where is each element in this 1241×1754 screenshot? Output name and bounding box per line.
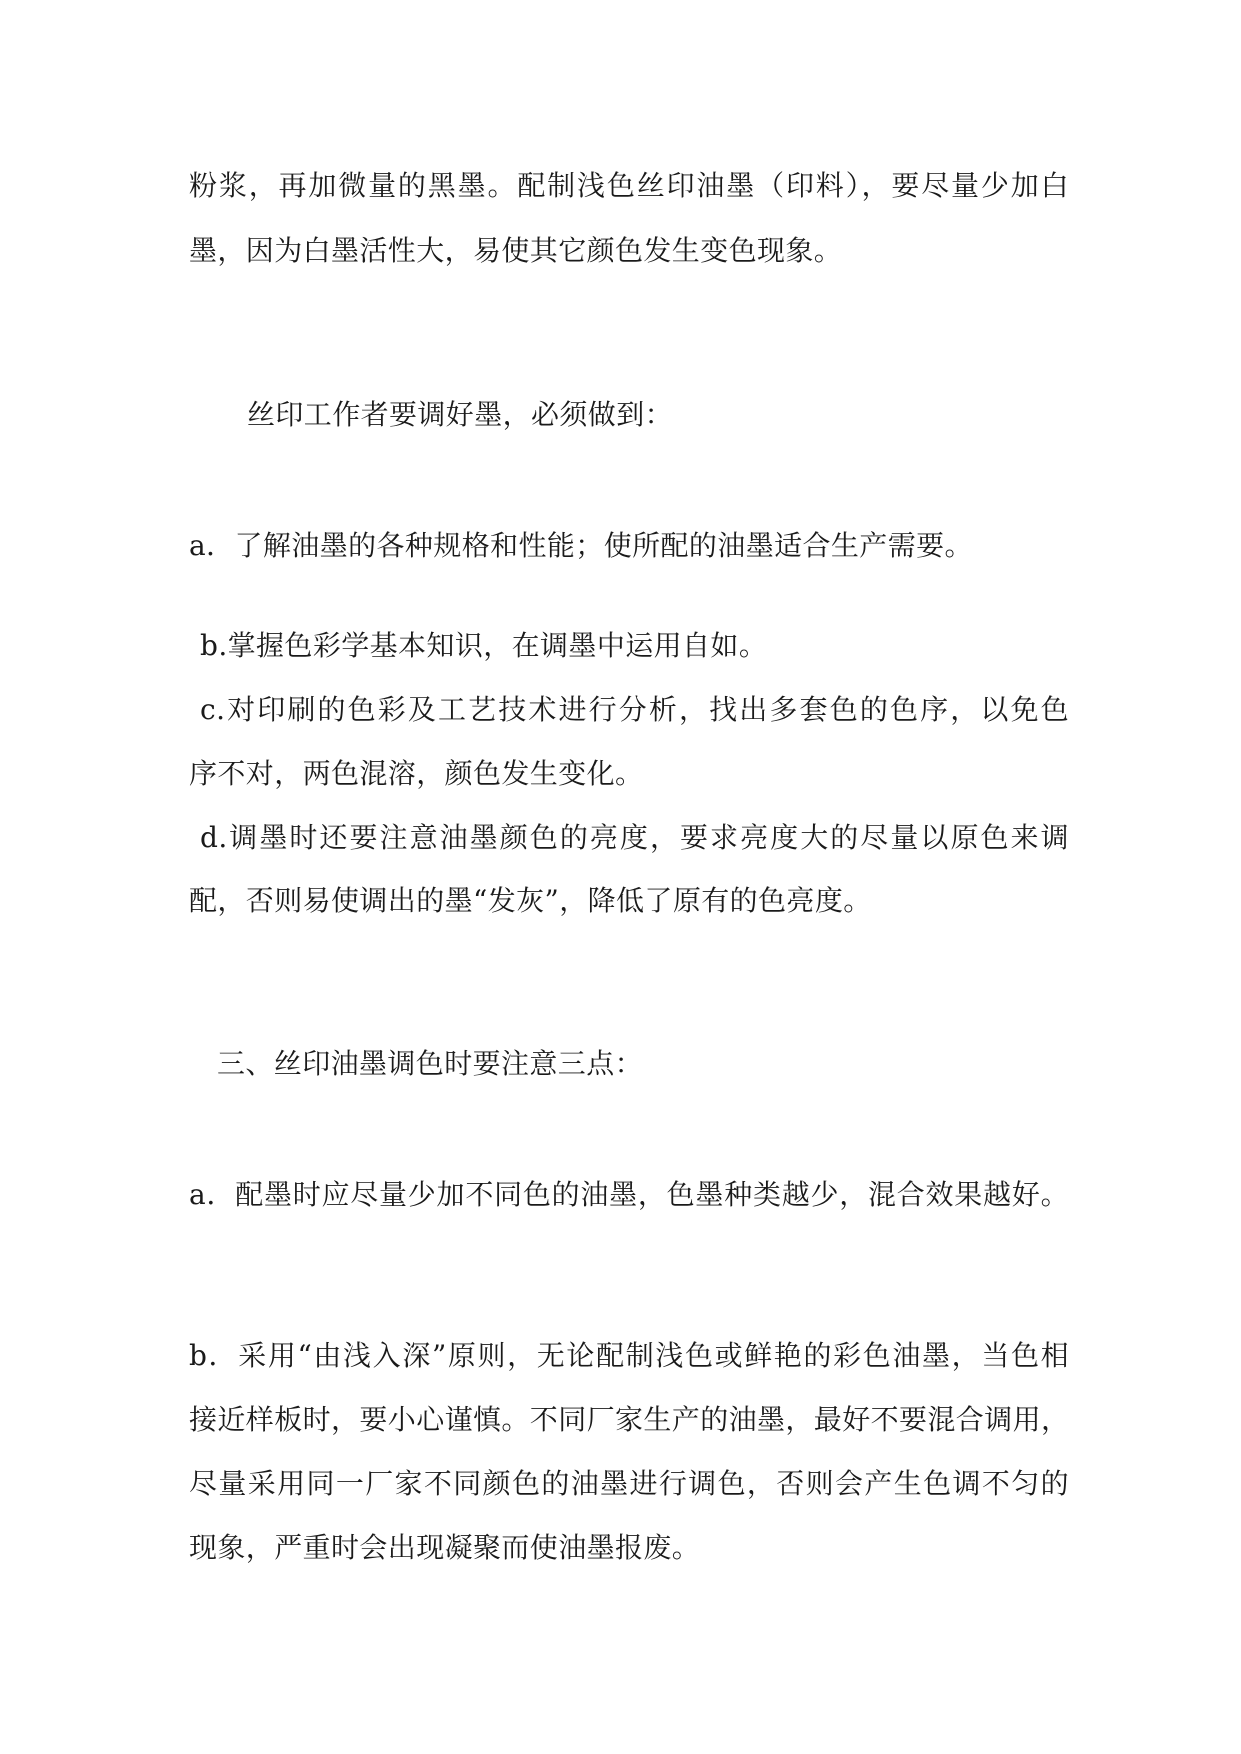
text-line: 序不对，两色混溶，颜色发生变化。: [189, 757, 644, 790]
text-line: 配，否则易使调出的墨“发灰”，降低了原有的色亮度。: [189, 884, 872, 917]
text-line: 粉浆，再加微量的黑墨。配制浅色丝印油墨（印料），要尽量少加白: [189, 169, 1069, 202]
section-heading: 三、丝印油墨调色时要注意三点：: [217, 1047, 644, 1080]
text-line: 尽量采用同一厂家不同颜色的油墨进行调色，否则会产生色调不匀的: [189, 1467, 1069, 1500]
list-item: b．采用“由浅入深”原则，无论配制浅色或鲜艳的彩色油墨，当色相: [189, 1339, 1069, 1372]
list-item: a．了解油墨的各种规格和性能；使所配的油墨适合生产需要。: [189, 529, 973, 562]
text-line: 现象，严重时会出现凝聚而使油墨报废。: [189, 1531, 701, 1564]
text-line: 接近样板时，要小心谨慎。不同厂家生产的油墨，最好不要混合调用，: [189, 1403, 1070, 1436]
list-item: a．配墨时应尽量少加不同色的油墨，色墨种类越少，混合效果越好。: [189, 1178, 1069, 1211]
text-line: 丝印工作者要调好墨，必须做到：: [247, 398, 674, 431]
list-item: c.对印刷的色彩及工艺技术进行分析，找出多套色的色序，以免色: [200, 693, 1069, 726]
list-item: b.掌握色彩学基本知识，在调墨中运用自如。: [200, 629, 768, 662]
text-line: 墨，因为白墨活性大，易使其它颜色发生变色现象。: [189, 234, 843, 267]
list-item: d.调墨时还要注意油墨颜色的亮度，要求亮度大的尽量以原色来调: [200, 821, 1069, 854]
